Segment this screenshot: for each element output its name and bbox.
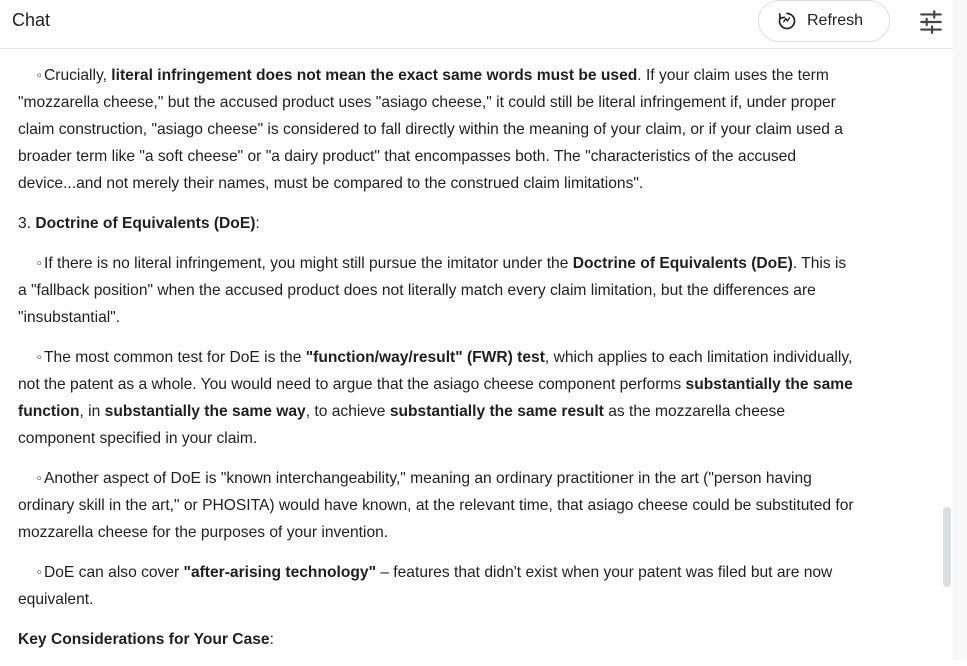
bullet-after-arising-technology [18,559,858,613]
bullet-marker: ◦ [36,470,42,487]
tune-sliders-icon[interactable] [918,9,944,35]
bold-text: Doctrine of Equivalents (DoE) [572,255,793,272]
bullet-known-interchangeability [18,465,858,546]
section-heading-doe [18,210,858,237]
scrollbar-track[interactable] [953,0,967,660]
text: , which applies to each limitation individually, not the patent as a whole. You would need to argue that the asiago cheese component performs [18,349,853,393]
section-number: 3. [18,215,36,232]
bold-text: substantially the same result [389,403,604,420]
bullet-marker: ◦ [36,67,42,84]
bullet-marker: ◦ [36,255,42,272]
text: The most common test for DoE is the [44,349,306,366]
chat-title: Chat [12,10,51,30]
text: as the mozzarella cheese component specified in your claim. [18,403,786,447]
section-title: Doctrine of Equivalents (DoE) [35,215,256,232]
bullet-fwr-test [18,344,858,452]
colon: : [255,215,260,232]
bold-text: "function/way/result" (FWR) test [305,349,545,366]
chat-response [18,62,858,666]
bold-text: literal infringement does not mean the exact same words must be used [111,67,638,84]
text: – features that didn't exist when your patent was filed but are now equivalent. [18,564,833,608]
heading-text: Key Considerations for Your Case [18,631,270,648]
text: , to achieve [305,403,390,420]
bullet-doe-fallback [18,250,858,331]
chat-header [0,0,953,49]
scrollbar-thumb[interactable] [943,507,951,587]
refresh-label: Refresh [807,12,864,29]
colon: : [269,631,274,648]
bold-text: "after-arising technology" [183,564,376,581]
text: If there is no literal infringement, you might still pursue the imitator under the [44,255,573,272]
bold-text: substantially the same way [104,403,306,420]
bold-text: substantially the same function [18,376,853,420]
key-considerations-heading [18,626,858,653]
bullet-marker: ◦ [36,349,42,366]
text: Another aspect of DoE is "known interchangeability," meaning an ordinary practitioner in the art ("person having ordinary skill in the art," or PHOSITA) would have known, at the relevant time, that asiago cheese could be substituted for mozzarella cheese for the purposes of your invention. [18,470,854,541]
text: DoE can also cover [44,564,184,581]
text: . If your claim uses the term "mozzarella cheese," but the accused product uses "asiago cheese," it could still be literal infringement if, under proper claim construction, "asiago cheese" is considered to fall directly within the meaning of your claim, or if your claim used a broader term like "a soft cheese" or "a dairy product" that encompasses both. The "characteristics of the accused device...and not merely their names, must be compared to the construed claim limitations". [18,67,843,192]
text: . This is a "fallback position" when the accused product does not literally match every claim limitation, but the differences are "insubstantial". [18,255,847,326]
bullet-literal-infringement [18,62,858,197]
refresh-chat-icon [777,11,797,31]
text: Crucially, [44,67,112,84]
bullet-marker: ◦ [36,564,42,581]
refresh-button[interactable] [758,0,890,42]
text: , in [79,403,105,420]
